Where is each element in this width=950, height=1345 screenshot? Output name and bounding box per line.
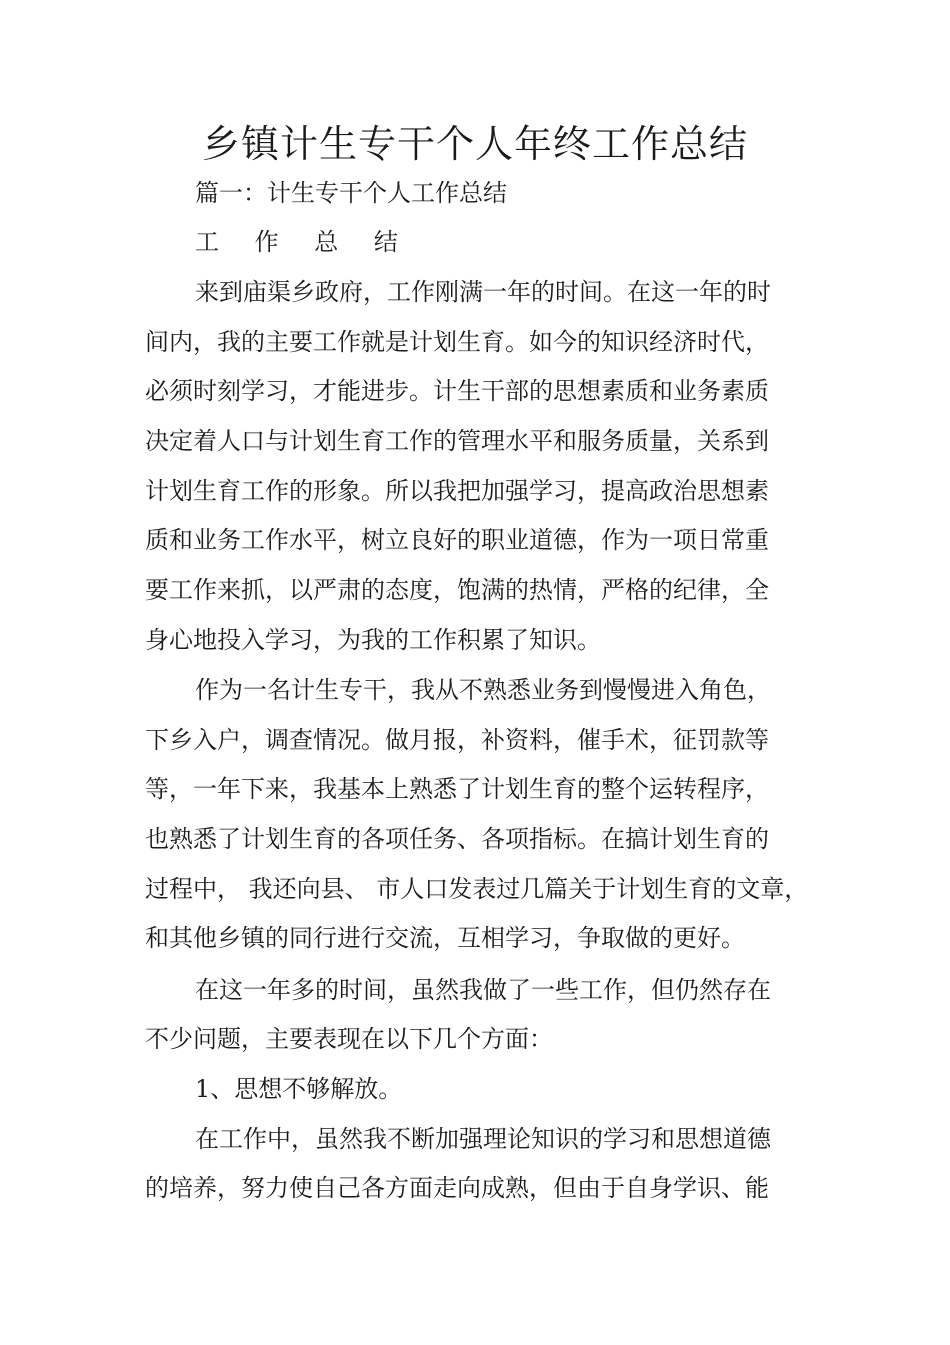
paragraph-line: 计划生育工作的形象。所以我把加强学习，提高政治思想素 <box>145 477 769 505</box>
paragraph-line: 在工作中，虽然我不断加强理论知识的学习和思想道德 <box>195 1125 771 1153</box>
paragraph-line: 的培养，努力使自己各方面走向成熟，但由于自身学识、能 <box>145 1174 769 1202</box>
paragraph-line: 间内，我的主要工作就是计划生育。如今的知识经济时代， <box>145 328 769 356</box>
paragraph-line: 等，一年下来，我基本上熟悉了计划生育的整个运转程序， <box>145 775 769 803</box>
paragraph-line: 要工作来抓，以严肃的态度，饱满的热情，严格的纪律，全 <box>145 576 769 604</box>
paragraph-line: 来到庙渠乡政府，工作刚满一年的时间。在这一年的时 <box>195 278 771 306</box>
document-title: 乡镇计生专干个人年终工作总结 <box>201 122 748 166</box>
paragraph-line: 质和业务工作水平，树立良好的职业道德，作为一项日常重 <box>145 526 769 554</box>
paragraph-line: 不少问题，主要表现在以下几个方面： <box>145 1025 553 1053</box>
paragraph-line: 决定着人口与计划生育工作的管理水平和服务质量，关系到 <box>145 427 769 455</box>
list-item: 1、思想不够解放。 <box>195 1075 403 1103</box>
document-subtitle: 篇一：计生专干个人工作总结 <box>195 179 507 207</box>
paragraph-line: 下乡入户，调查情况。做月报，补资料，催手术，征罚款等 <box>145 726 769 754</box>
paragraph-line: 过程中， 我还向县、 市人口发表过几篇关于计划生育的文章， <box>145 875 809 903</box>
section-heading: 工 作 总 结 <box>195 228 412 256</box>
paragraph-line: 在这一年多的时间，虽然我做了一些工作，但仍然存在 <box>195 976 771 1004</box>
paragraph-line: 身心地投入学习，为我的工作积累了知识。 <box>145 626 601 654</box>
paragraph-line: 也熟悉了计划生育的各项任务、各项指标。在搞计划生育的 <box>145 825 769 853</box>
paragraph-line: 和其他乡镇的同行进行交流，互相学习，争取做的更好。 <box>145 924 745 952</box>
paragraph-line: 作为一名计生专干，我从不熟悉业务到慢慢进入角色， <box>195 676 771 704</box>
paragraph-line: 必须时刻学习，才能进步。计生干部的思想素质和业务素质 <box>145 377 769 405</box>
